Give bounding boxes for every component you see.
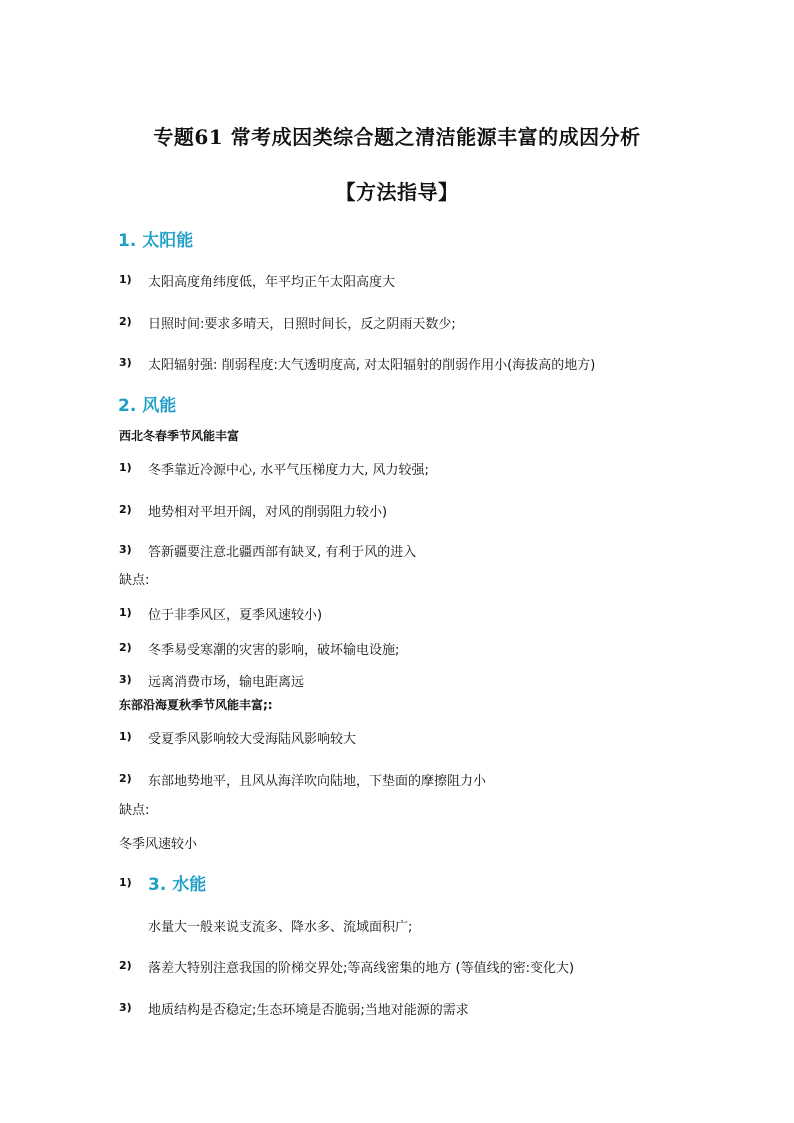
list-item-text: 远离消费市场，输电距离远 [148,675,305,690]
section-heading-solar: 1. 太阳能 [118,231,194,251]
list-item-text: 冬季易受寒潮的灾害的影响，破坏输电设施; [148,643,400,658]
list-item-text: 水量大一般来说支流多、降水多、流域面积广; [148,920,413,935]
subheading-northwest: 西北冬春季节风能丰富 [119,429,240,443]
drawbacks-label: 缺点: [119,573,150,588]
drawback-text: 冬季风速较小 [119,837,198,852]
list-item-number: 1) [119,876,132,889]
list-item-text: 受夏季风影响较大受海陆风影响较大 [148,732,357,747]
list-item-number: 2) [119,772,132,785]
subheading-east: 东部沿海夏秋季节风能丰富;: [119,698,273,712]
list-item-text: 地质结构是否稳定;生态环境是否脆弱;当地对能源的需求 [148,1003,469,1018]
list-item-text: 冬季靠近冷源中心, 水平气压梯度力大, 风力较强; [148,463,429,478]
drawbacks-label: 缺点: [119,803,150,818]
list-item-number: 1) [119,461,132,474]
list-item-number: 1) [119,730,132,743]
page-title: 专题61 常考成因类综合题之清洁能源丰富的成因分析 [153,125,641,149]
list-item-number: 2) [119,959,132,972]
section-heading-wind: 2. 风能 [118,396,177,416]
list-item-number: 2) [119,641,132,654]
list-item-number: 2) [119,503,132,516]
list-item-text: 太阳高度角纬度低，年平均正午太阳高度大 [148,275,396,290]
list-item-text: 东部地势地平，且风从海洋吹向陆地，下垫面的摩擦阻力小 [148,774,487,789]
list-item-text: 答新疆要注意北疆西部有缺叉, 有利于风的进入 [148,545,417,560]
list-item-number: 1) [119,606,132,619]
list-item-number: 3) [119,356,132,369]
list-item-text: 太阳辐射强: 削弱程度:大气透明度高, 对太阳辐射的削弱作用小(海拔高的地方) [148,358,596,373]
section-heading-hydro: 3. 水能 [148,875,207,895]
list-item-text: 落差大特别注意我国的阶梯交界处;等高线密集的地方 (等值线的密:变化大) [148,961,575,976]
list-item-text: 地势相对平坦开阔，对风的削弱阻力较小) [148,505,388,520]
list-item-number: 3) [119,543,132,556]
list-item-text: 位于非季风区，夏季风速较小) [148,608,323,623]
list-item-number: 3) [119,673,132,686]
list-item-number: 1) [119,273,132,286]
list-item-number: 3) [119,1001,132,1014]
page-subtitle: 【方法指导】 [335,180,459,204]
list-item-text: 日照时间:要求多晴天，日照时间长，反之阴雨天数少; [148,317,456,332]
list-item-number: 2) [119,315,132,328]
